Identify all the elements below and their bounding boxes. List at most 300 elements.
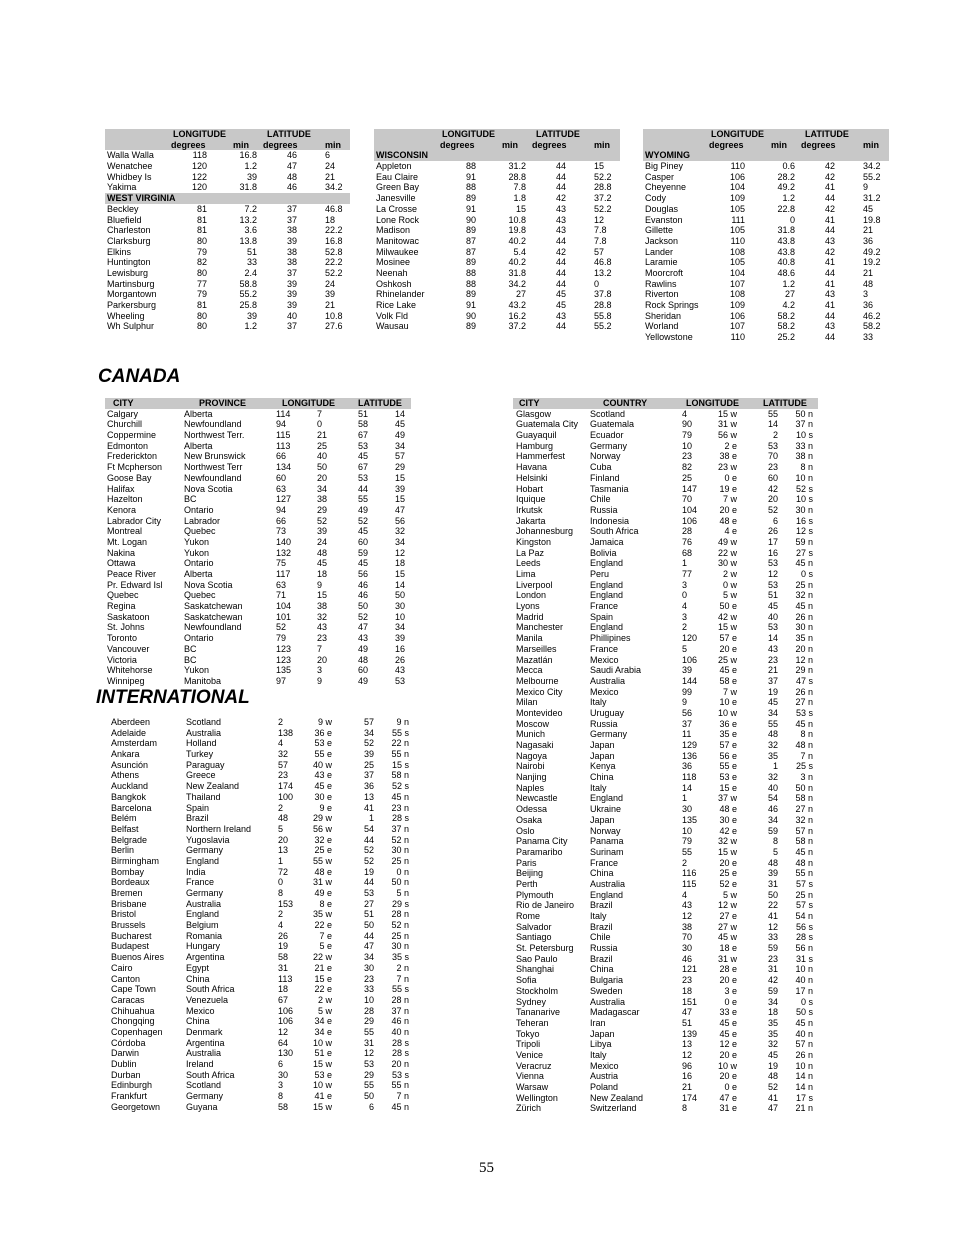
city-name: Bluefield: [107, 214, 142, 225]
country-name: Finland: [590, 472, 620, 483]
latitude-minutes: 49.2: [863, 246, 881, 257]
latitude-minutes: 5 n: [396, 888, 409, 898]
latitude-minutes: 50 s: [795, 1007, 813, 1018]
longitude-degrees: 11: [682, 729, 692, 740]
latitude-degrees: 52: [363, 855, 374, 866]
longitude-degrees: 63: [276, 483, 287, 494]
country-name: Argentina: [186, 1037, 225, 1048]
latitude-minutes: 55.2: [594, 321, 612, 332]
city-name: Rock Springs: [645, 300, 699, 310]
country-name: Guyana: [186, 1101, 218, 1112]
table-row: [105, 984, 411, 995]
country-name: Jamaica: [590, 536, 624, 547]
table-row: [513, 1082, 818, 1093]
city-name: Córdoba: [111, 1037, 146, 1048]
city-name: Clarksburg: [107, 235, 151, 246]
country-name: Chile: [590, 932, 611, 943]
table-row: [105, 419, 411, 430]
latitude-minutes: 37.2: [594, 193, 612, 204]
country-name: Paraguay: [186, 759, 225, 770]
latitude-degrees: 42: [555, 193, 566, 204]
longitude-minutes: 55.2: [239, 289, 257, 300]
latitude-minutes: 16.8: [325, 235, 343, 246]
latitude-degrees: 44: [555, 182, 566, 193]
table-row: [513, 409, 818, 420]
country-name: Italy: [590, 1049, 607, 1060]
longitude-degrees: 14: [682, 782, 693, 793]
longitude-degrees: 13: [278, 845, 289, 856]
latitude-minutes: 21: [863, 267, 874, 278]
table-row: [513, 922, 818, 933]
city-name: Osaka: [516, 814, 543, 825]
table-row: [105, 516, 411, 527]
longitude-minutes: 45 e: [719, 665, 737, 676]
city-name: Churchill: [107, 419, 143, 430]
table-row: [105, 236, 350, 247]
city-name: Yellowstone: [645, 332, 693, 343]
longitude-degrees: 10: [682, 825, 693, 836]
latitude-degrees: 37: [286, 203, 297, 214]
longitude-minutes: 1.8: [513, 193, 526, 204]
longitude-degrees: 104: [276, 601, 292, 612]
city-name: Sofia: [516, 975, 537, 986]
table-row: [105, 1080, 411, 1091]
longitude-degrees: 114: [276, 408, 291, 419]
latitude-degrees: 70: [767, 451, 778, 462]
latitude-minutes: 17 s: [795, 1092, 813, 1103]
country-name: Ireland: [186, 1059, 214, 1069]
city-name: Regina: [107, 601, 136, 612]
longitude-degrees: 88: [465, 161, 476, 172]
country-name: Russia: [590, 943, 618, 954]
latitude-degrees: 55: [357, 494, 368, 505]
longitude-degrees: 52: [276, 622, 287, 633]
table-row: [105, 845, 411, 856]
longitude-degrees: 80: [196, 235, 207, 246]
latitude-minutes: 23 n: [391, 802, 409, 813]
longitude-minutes: 7: [317, 643, 323, 654]
longitude-minutes: 19 e: [719, 483, 737, 494]
state-name: WEST VIRGINIA: [107, 193, 176, 204]
table-row: [513, 526, 818, 537]
country-name: Phillipines: [590, 633, 631, 644]
canada-table: [105, 398, 411, 687]
longitude-degrees: 115: [682, 878, 697, 889]
table-header: [374, 129, 620, 140]
latitude-minutes: 28 s: [391, 1037, 409, 1048]
longitude-degrees: 51: [682, 1017, 693, 1028]
latitude-degrees: 33: [363, 984, 374, 995]
country-name: Germany: [590, 729, 628, 740]
longitude-degrees: 104: [729, 267, 745, 278]
table-header: [105, 129, 350, 140]
city-name: Irkutsk: [516, 504, 543, 515]
latitude-minutes: 28 n: [391, 994, 409, 1005]
table-row: [105, 1070, 411, 1081]
longitude-minutes: 33: [246, 257, 257, 268]
longitude-degrees: 120: [682, 633, 698, 644]
country-name: Egypt: [186, 962, 210, 973]
longitude-minutes: 15 e: [719, 782, 737, 793]
longitude-minutes: 18: [317, 569, 328, 579]
table-row: [105, 665, 411, 676]
latitude-degrees: 46: [357, 579, 368, 590]
longitude-degrees: 100: [278, 791, 294, 802]
longitude-minutes: 5 w: [722, 889, 737, 900]
province-name: BC: [184, 494, 197, 505]
city-name: Janesville: [376, 193, 416, 204]
city-name: Veracruz: [516, 1060, 552, 1071]
table-row: [513, 761, 818, 772]
table-row: [105, 247, 350, 258]
latitude-degrees: 59: [767, 943, 778, 954]
latitude-degrees: 33: [767, 932, 778, 943]
latitude-minutes: 45 n: [795, 601, 813, 612]
table-row: [513, 964, 818, 975]
country-name: China: [590, 868, 614, 879]
table-row: [513, 804, 818, 815]
city-name: Sao Paulo: [516, 953, 558, 964]
latitude-degrees: 48: [767, 857, 778, 868]
country-name: Spain: [186, 802, 210, 813]
city-name: Rice Lake: [376, 300, 417, 310]
longitude-degrees: 108: [729, 289, 745, 300]
table-row: [513, 612, 818, 623]
city-name: Beijing: [516, 868, 544, 879]
latitude-minutes: 7.8: [594, 235, 607, 246]
longitude-minutes: 15 w: [312, 1101, 332, 1112]
province-name: Nova Scotia: [184, 483, 233, 494]
latitude-minutes: 0 n: [396, 866, 409, 877]
latitude-degrees: 44: [357, 483, 368, 494]
longitude-degrees: 110: [730, 332, 745, 343]
latitude-minutes: 9 n: [396, 717, 409, 727]
table-row: [513, 751, 818, 762]
latitude-degrees: 53: [767, 558, 778, 569]
longitude-minutes: 45 e: [314, 781, 332, 792]
latitude-degrees: 49: [357, 675, 368, 686]
city-name: Mexico City: [516, 686, 563, 697]
latitude-minutes: 16: [394, 643, 405, 654]
latitude-minutes: 34.2: [863, 161, 881, 172]
longitude-minutes: 55 w: [312, 855, 332, 866]
city-name: Toronto: [107, 633, 138, 644]
latitude-degrees: 40: [286, 310, 297, 321]
table-row: [105, 655, 411, 666]
longitude-degrees: 77: [682, 569, 693, 579]
latitude-minutes: 37 n: [391, 823, 409, 834]
longitude-degrees: 107: [729, 278, 745, 289]
latitude-degrees: 29: [363, 1016, 374, 1027]
latitude-degrees: 50: [363, 920, 374, 931]
latitude-degrees: 45: [767, 601, 778, 612]
country-name: Australia: [590, 878, 626, 889]
latitude-degrees: 47: [357, 622, 368, 633]
table-row: [105, 974, 411, 985]
city-name: Yakima: [107, 182, 137, 193]
table-row: [643, 193, 889, 204]
longitude-degrees: 118: [192, 150, 207, 161]
longitude-degrees: 1: [278, 855, 284, 866]
city-name: Walla Walla: [107, 150, 154, 161]
city-name: Eau Claire: [376, 171, 419, 182]
longitude-degrees: 105: [729, 225, 745, 236]
longitude-degrees: 174: [682, 1092, 698, 1103]
latitude-minutes: 28 s: [391, 813, 409, 824]
longitude-minutes: 43.2: [508, 300, 526, 310]
table-row: [105, 1102, 411, 1113]
table-row: [374, 225, 620, 236]
table-row: [105, 161, 350, 172]
latitude-minutes: 28 s: [795, 932, 813, 943]
country-name: Germany: [186, 888, 224, 898]
latitude-minutes: 55.8: [594, 310, 612, 321]
city-name: Rome: [516, 911, 541, 921]
latitude-minutes: 21: [325, 300, 336, 310]
longitude-degrees: 91: [465, 171, 476, 182]
longitude-degrees: 110: [730, 235, 745, 246]
province-name: Northwest Terr.: [184, 430, 245, 441]
country-name: Northern Ireland: [186, 823, 252, 834]
city-name: Lone Rock: [376, 214, 420, 225]
latitude-minutes: 32 n: [795, 590, 813, 601]
country-name: England: [590, 889, 624, 900]
table-row: [105, 462, 411, 473]
min-header: min: [233, 139, 250, 150]
longitude-degrees: 2: [682, 622, 688, 633]
longitude-degrees: 139: [682, 1028, 698, 1039]
longitude-minutes: 21: [317, 430, 328, 441]
longitude-degrees: 68: [682, 547, 693, 558]
longitude-minutes: 52 e: [719, 878, 737, 889]
longitude-minutes: 49 w: [717, 536, 737, 547]
longitude-minutes: 31 e: [719, 1103, 737, 1114]
state-heading: [105, 193, 350, 204]
longitude-degrees: 117: [276, 569, 291, 579]
table-row: [105, 182, 350, 193]
longitude-minutes: 27: [784, 289, 795, 300]
longitude-minutes: 29 w: [312, 813, 332, 824]
latitude-degrees: 52: [767, 1082, 778, 1092]
country-name: Iran: [590, 1017, 606, 1028]
table-row: [513, 537, 818, 548]
longitude-minutes: 42 w: [717, 611, 737, 622]
table-row: [105, 1048, 411, 1059]
longitude-degrees: 30: [682, 943, 693, 954]
country-name: Kenya: [590, 761, 616, 772]
longitude-degrees: 87: [465, 235, 476, 246]
city-name: Hazelton: [107, 494, 143, 505]
longitude-minutes: 2 e: [724, 440, 737, 451]
table-row: [105, 601, 411, 612]
city-name: Canton: [111, 973, 141, 984]
table-row: [643, 204, 889, 215]
longitude-degrees: 2: [278, 802, 284, 813]
min-header: min: [594, 139, 611, 150]
country-name: Italy: [590, 697, 607, 708]
city-name: Glasgow: [516, 408, 552, 419]
table-row: [513, 1071, 818, 1082]
longitude-minutes: 31.8: [777, 225, 795, 236]
longitude-degrees: 94: [276, 419, 287, 430]
latitude-degrees: 20: [767, 494, 778, 505]
latitude-degrees: 44: [824, 225, 835, 236]
longitude-degrees: 81: [196, 225, 207, 236]
longitude-minutes: 7.8: [513, 182, 526, 193]
table-row: [513, 451, 818, 462]
longitude-degrees: 2: [278, 717, 284, 727]
longitude-degrees: 30: [682, 804, 693, 815]
latitude-minutes: 16 s: [795, 515, 813, 526]
table-row: [105, 590, 411, 601]
longitude-degrees: 1: [682, 793, 688, 804]
country-name: Brazil: [590, 921, 613, 932]
city-name: Oslo: [516, 825, 535, 836]
latitude-minutes: 31.2: [863, 193, 881, 204]
latitude-minutes: 3 n: [800, 772, 813, 783]
city-name: Mecca: [516, 665, 543, 676]
table-row: [105, 505, 411, 516]
country-name: Argentina: [186, 952, 225, 963]
latitude-degrees: 55: [767, 408, 778, 419]
table-row: [513, 975, 818, 986]
latitude-minutes: 39: [394, 633, 405, 644]
longitude-degrees: 77: [196, 278, 207, 289]
longitude-degrees: 3: [682, 579, 688, 590]
latitude-minutes: 27.6: [325, 321, 343, 332]
city-name: Newcastle: [516, 793, 558, 804]
latitude-degrees: 17: [767, 536, 778, 547]
table-row: [105, 558, 411, 569]
longitude-minutes: 10 e: [719, 697, 737, 708]
latitude-degrees: 1: [772, 761, 778, 772]
latitude-degrees: 53: [767, 622, 778, 633]
city-name: La Paz: [516, 547, 545, 558]
longitude-degrees: 89: [465, 321, 476, 332]
longitude-minutes: 23: [317, 633, 328, 644]
city-name: Bristol: [111, 909, 137, 920]
country-name: Brazil: [590, 900, 613, 911]
longitude-minutes: 15 e: [314, 973, 332, 984]
city-name: London: [516, 590, 547, 601]
country-name: Guatemala: [590, 419, 635, 430]
latitude-minutes: 52.8: [325, 246, 343, 257]
table-row: [105, 1016, 411, 1027]
longitude-minutes: 45 w: [717, 932, 737, 943]
table-row: [105, 856, 411, 867]
longitude-degrees: 20: [278, 834, 289, 845]
country-name: England: [590, 793, 624, 804]
table-row: [105, 172, 350, 183]
latitude-minutes: 50 n: [795, 408, 813, 419]
min-header: min: [502, 139, 519, 150]
table-row: [643, 300, 889, 311]
latitude-degrees: 12: [767, 921, 778, 932]
latitude-minutes: 15: [394, 569, 405, 579]
country-name: Norway: [590, 451, 621, 462]
latitude-degrees: 41: [767, 911, 778, 921]
latitude-minutes: 50: [394, 590, 405, 601]
latitude-minutes: 3: [863, 289, 869, 300]
longitude-minutes: 30 e: [719, 814, 737, 825]
latitude-minutes: 26: [394, 654, 405, 665]
latitude-degrees: 10: [363, 994, 374, 1005]
longitude-degrees: 101: [276, 611, 292, 622]
city-name: Barcelona: [111, 802, 152, 813]
city-name: Wheeling: [107, 310, 145, 321]
longitude-minutes: 34.2: [508, 278, 526, 289]
country-name: Holland: [186, 738, 217, 749]
longitude-minutes: 5 e: [319, 941, 332, 952]
city-name: Tokyo: [516, 1028, 540, 1039]
latitude-minutes: 58 n: [391, 770, 409, 781]
latitude-degrees: 34: [363, 952, 374, 963]
state-heading: [643, 150, 889, 161]
longitude-degrees: 55: [682, 846, 693, 857]
latitude-degrees: 37: [767, 675, 778, 686]
longitude-degrees: 64: [278, 1037, 289, 1048]
longitude-degrees: 111: [731, 214, 745, 225]
country-name: Cuba: [590, 462, 612, 473]
table-row: [105, 150, 350, 161]
state-name: WYOMING: [645, 150, 690, 161]
city-name: Parkersburg: [107, 300, 157, 310]
longitude-minutes: 10.8: [508, 214, 526, 225]
city-name: Bombay: [111, 866, 145, 877]
longitude-minutes: 28 e: [719, 964, 737, 975]
table-row: [105, 749, 411, 760]
table-row: [513, 1007, 818, 1018]
latitude-minutes: 55 s: [391, 984, 409, 995]
longitude-minutes: 28.8: [508, 171, 526, 182]
longitude-degrees: 72: [278, 866, 289, 877]
city-name: Edmonton: [107, 440, 149, 451]
longitude-minutes: 2 w: [317, 994, 332, 1005]
latitude-degrees: 52: [357, 611, 368, 622]
latitude-minutes: 57 n: [795, 825, 813, 836]
longitude-minutes: 25 w: [717, 654, 737, 665]
longitude-degrees: 28: [682, 526, 693, 537]
latitude-minutes: 10.8: [325, 310, 343, 321]
province-name: Nova Scotia: [184, 579, 233, 590]
province-name: BC: [184, 654, 197, 665]
table-row: [513, 900, 818, 911]
latitude-degrees: 47: [767, 1103, 778, 1114]
latitude-minutes: 26 n: [795, 686, 813, 697]
latitude-minutes: 35 s: [391, 952, 409, 963]
table-row: [513, 783, 818, 794]
table-row: [513, 462, 818, 473]
table-row: [513, 697, 818, 708]
longitude-minutes: 28.2: [777, 171, 795, 182]
table-row: [105, 728, 411, 739]
latitude-minutes: 10 n: [795, 472, 813, 483]
table-row: [105, 867, 411, 878]
country-name: Australia: [186, 1048, 222, 1059]
table-row: [374, 215, 620, 226]
table-row: [513, 484, 818, 495]
latitude-degrees: 44: [824, 332, 835, 343]
country-name: Indonesia: [590, 515, 630, 526]
table-row: [105, 995, 411, 1006]
city-name: Warsaw: [516, 1082, 549, 1092]
longitude-minutes: 22 e: [314, 984, 332, 995]
table-row: [513, 676, 818, 687]
latitude-minutes: 52 n: [391, 920, 409, 931]
latitude-minutes: 50 n: [391, 877, 409, 888]
longitude-degrees: 23: [682, 451, 693, 462]
longitude-degrees: 138: [278, 727, 294, 738]
